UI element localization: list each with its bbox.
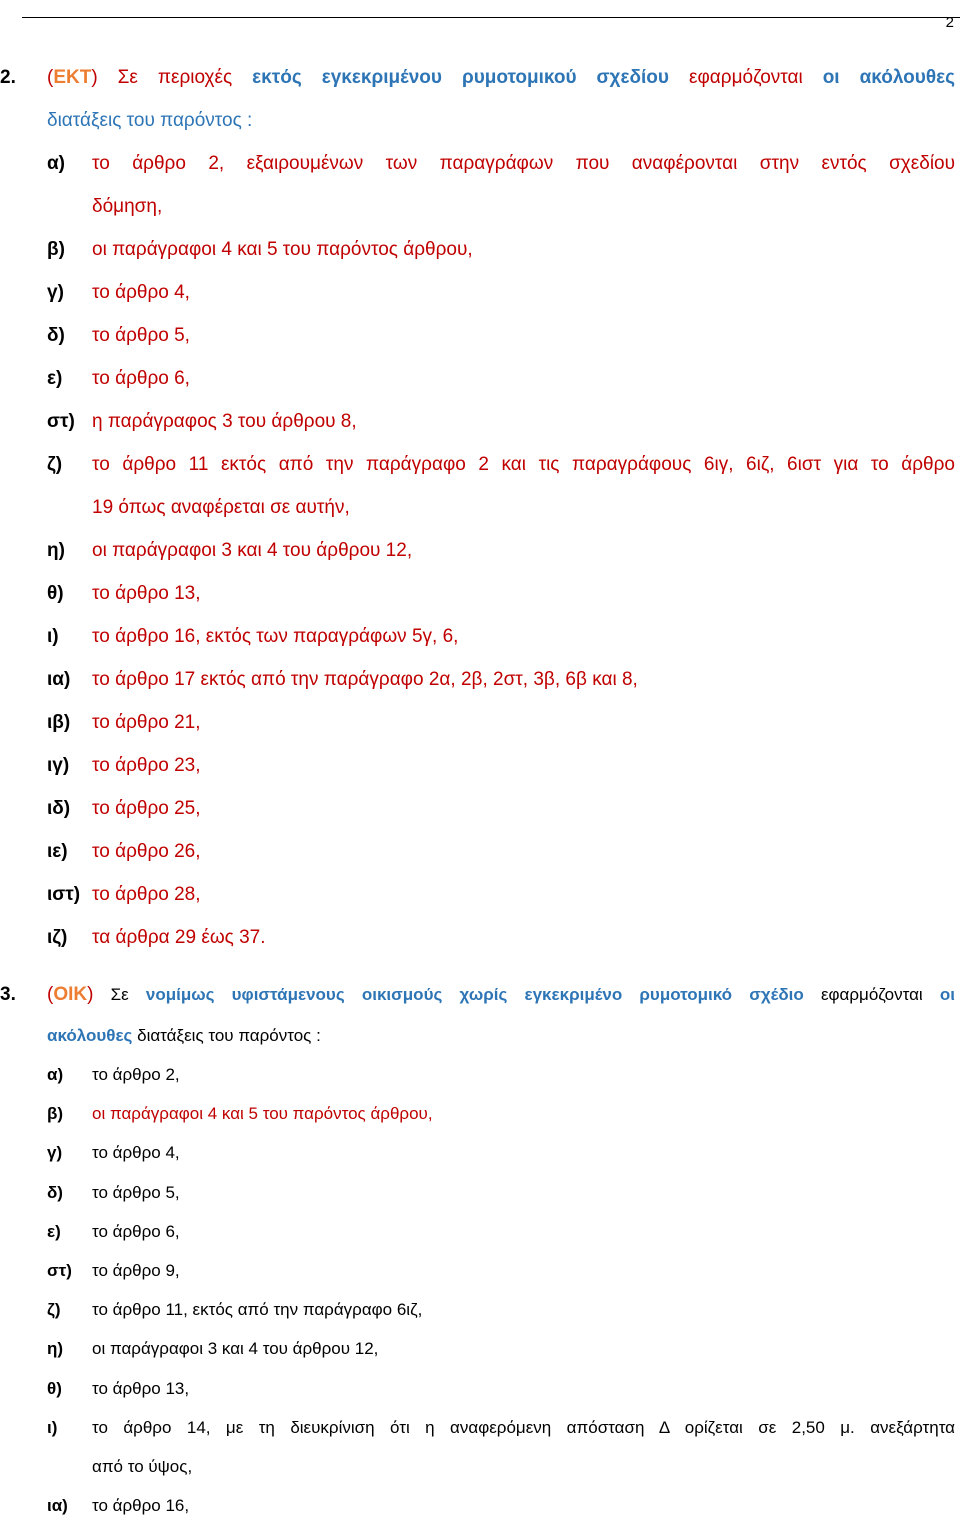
list-item-text: το άρθρο 16, εκτός των παραγράφων 5γ, 6, — [92, 626, 459, 647]
list-item-text: το άρθρο 25, — [92, 798, 201, 819]
list-item-text: οι παράγραφοι 4 και 5 του παρόντος άρθρου, — [92, 1104, 433, 1124]
list-item-label: η) — [47, 1339, 64, 1359]
list-item-label: ζ) — [47, 454, 63, 475]
list-item-label: γ) — [47, 1143, 63, 1163]
list-item-text: το άρθρο 4, — [92, 282, 190, 303]
list-item-label: α) — [47, 153, 66, 174]
section-2-tag: ΕΚΤ — [53, 67, 92, 88]
list-item-text: το άρθρο 5, — [92, 325, 190, 346]
list-item-text-continued: 19 όπως αναφέρεται σε αυτήν, — [92, 497, 350, 518]
list-item-label: ζ) — [47, 1300, 61, 1320]
page-number: 2 — [945, 14, 954, 31]
list-item-text: το άρθρο 13, — [92, 1378, 190, 1398]
header-rule — [22, 14, 960, 31]
list-item-label: ιστ) — [47, 884, 81, 905]
list-item-text: το άρθρο 14, με τη διευκρίνιση ότι η αναφερόμενη απόσταση Δ ορίζεται σε 2,50 μ. ανεξάρτητα — [92, 1417, 955, 1437]
list-item-label: β) — [47, 1104, 64, 1124]
list-item-text: το άρθρο 13, — [92, 583, 201, 604]
list-item-text: το άρθρο 23, — [92, 755, 201, 776]
list-item-text: οι παράγραφοι 3 και 4 του άρθρου 12, — [92, 1339, 379, 1359]
list-item-label: α) — [47, 1065, 64, 1084]
list-item-label: δ) — [47, 325, 65, 346]
list-item-label: ια) — [47, 1496, 68, 1516]
list-item-label: ιγ) — [47, 755, 70, 776]
list-item-text-continued: από το ύψος, — [92, 1456, 193, 1476]
list-item-label: ι) — [47, 626, 59, 647]
list-item-text-continued: δόμηση, — [92, 196, 163, 217]
list-item-text: το άρθρο 26, — [92, 841, 201, 862]
list-item-text: το άρθρο 4, — [92, 1143, 180, 1163]
list-item-label: θ) — [47, 583, 64, 604]
list-item-label: ιε) — [47, 841, 68, 862]
list-item-label: θ) — [47, 1378, 62, 1398]
list-item-text: οι παράγραφοι 3 και 4 του άρθρου 12, — [92, 540, 413, 561]
list-item-label: ε) — [47, 368, 63, 389]
list-item-label: β) — [47, 239, 65, 260]
list-item-text: η παράγραφος 3 του άρθρου 8, — [92, 411, 357, 432]
list-item-label: ιβ) — [47, 712, 71, 733]
list-item-label: στ) — [47, 1261, 72, 1280]
list-item-label: ι) — [47, 1417, 58, 1437]
list-item-label: ια) — [47, 669, 71, 690]
list-item-text: το άρθρο 17 εκτός από την παράγραφο 2α, 2β, 2στ, 3β, 6β και 8, — [92, 669, 638, 690]
list-item-label: ιζ) — [47, 927, 68, 948]
list-item-text: το άρθρο 11 εκτός από την παράγραφο 2 και τις παραγράφους 6ιγ, 6ιζ, 6ιστ για το άρθρο — [92, 454, 955, 475]
list-item-label: ε) — [47, 1221, 61, 1241]
list-item-label: γ) — [47, 282, 64, 303]
list-item-text: το άρθρο 28, — [92, 884, 201, 905]
list-item-label: ιδ) — [47, 798, 71, 819]
section-3-number: 3. — [0, 984, 16, 1005]
list-item-text: το άρθρο 9, — [92, 1261, 180, 1280]
list-item-text: το άρθρο 6, — [92, 368, 190, 389]
list-item-label: η) — [47, 540, 65, 561]
list-item-label: δ) — [47, 1182, 63, 1202]
section-2-number: 2. — [0, 67, 16, 88]
list-item-text: το άρθρο 6, — [92, 1221, 180, 1241]
list-item-text: το άρθρο 16, — [92, 1496, 190, 1516]
section-3-tag: ΟΙΚ — [53, 984, 88, 1005]
list-item-text: τα άρθρα 29 έως 37. — [92, 927, 266, 948]
list-item-text: οι παράγραφοι 4 και 5 του παρόντος άρθρου, — [92, 239, 473, 260]
list-item-text: το άρθρο 5, — [92, 1182, 180, 1202]
list-item-text: το άρθρο 11, εκτός από την παράγραφο 6ιζ, — [92, 1300, 423, 1320]
list-item-text: το άρθρο 2, εξαιρουμένων των παραγράφων που αναφέρονται στην εντός σχεδίου — [92, 153, 955, 174]
list-item-label: στ) — [47, 411, 75, 432]
list-item-text: το άρθρο 2, — [92, 1065, 180, 1084]
list-item-text: το άρθρο 21, — [92, 712, 201, 733]
